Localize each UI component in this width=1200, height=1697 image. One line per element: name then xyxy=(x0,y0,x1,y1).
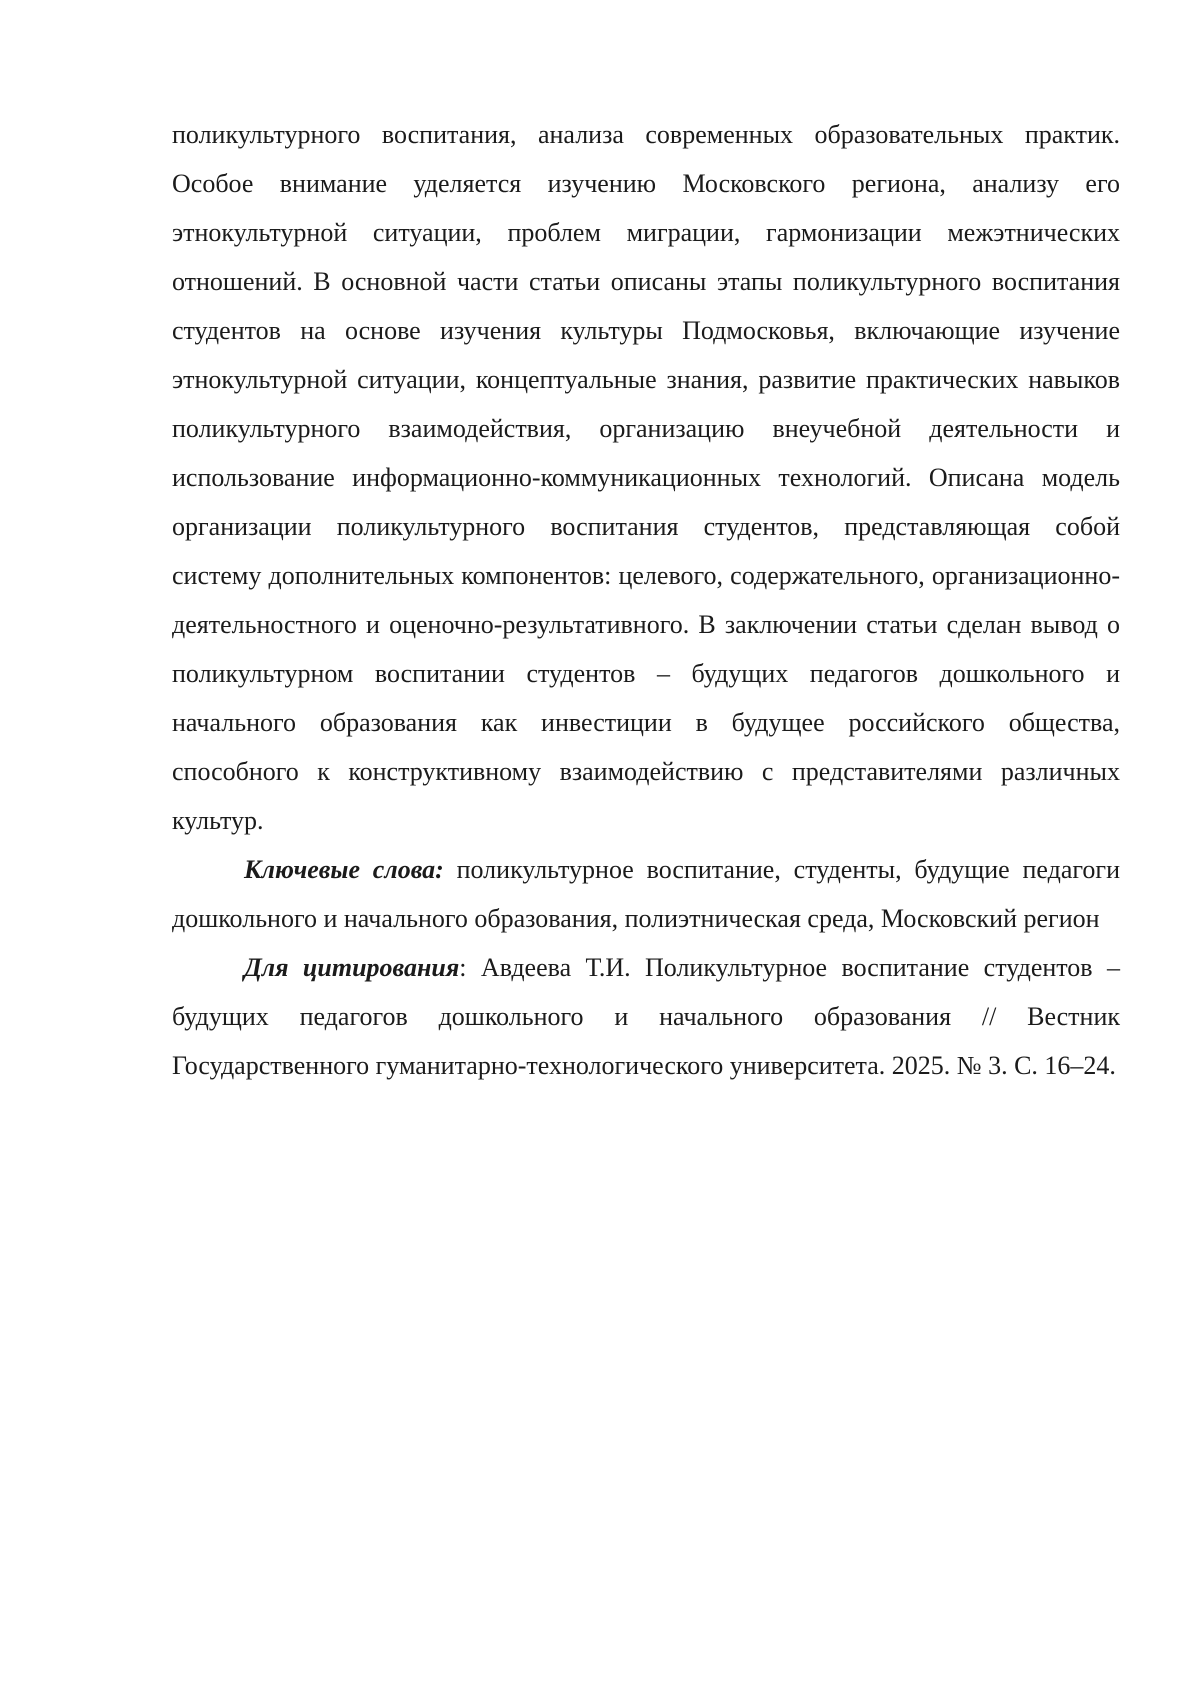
citation-paragraph xyxy=(172,943,1120,1090)
keywords-paragraph xyxy=(172,845,1120,943)
document-page xyxy=(172,110,1120,1090)
citation-text: : Авдеева Т.И. Поликультурное воспитание студентов – будущих педагогов дошкольного и начального образования // Вестник Государственного гуманитарно-технологического университета. 2025. № 3. С. 16–24. xyxy=(172,953,1120,1080)
keywords-text: поликультурное воспитание, студенты, будущие педагоги дошкольного и начального образования, полиэтническая среда, Московский регион xyxy=(172,855,1120,933)
abstract-paragraph: поликультурного воспитания, анализа современных образовательных практик. Особое внимание уделяется изучению Московского региона, анализу его этнокультурной ситуации, проблем миграции, гармонизации межэтнических отношений. В основной части статьи описаны этапы поликультурного воспитания студентов на основе изучения культуры Подмосковья, включающие изучение этнокультурной ситуации, концептуальные знания, развитие практических навыков поликультурного взаимодействия, организацию внеучебной деятельности и использование информационно-коммуникационных технологий. Описана модель организации поликультурного воспитания студентов, представляющая собой систему дополнительных компонентов: целевого, содержательного, организационно-деятельностного и оценочно-результативного. В заключении статьи сделан вывод о поликультурном воспитании студентов – будущих педагогов дошкольного и начального образования как инвестиции в будущее российского общества, способного к конструктивному взаимодействию с представителями различных культур. xyxy=(172,110,1120,845)
keywords-label: Ключевые слова: xyxy=(244,855,444,884)
citation-label: Для цитирования xyxy=(244,953,459,982)
